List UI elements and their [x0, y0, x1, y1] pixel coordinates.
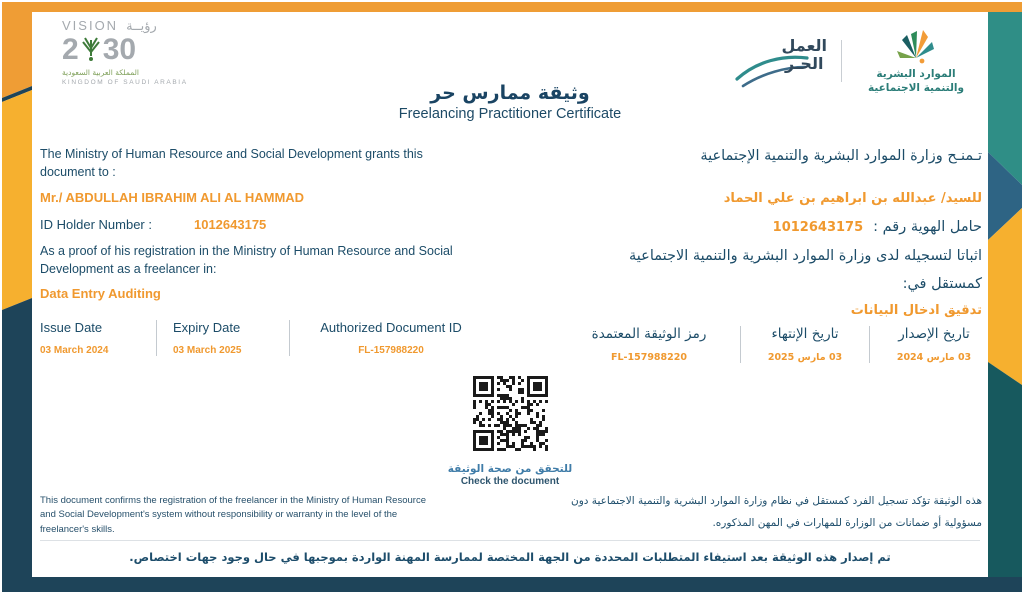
qr-block: [32, 376, 988, 487]
title-english: Freelancing Practitioner Certificate: [398, 106, 622, 122]
vision-year-left: 2: [62, 33, 79, 66]
issue-date-label-en: Issue Date: [40, 320, 103, 335]
footer-note-ar: هذه الوثيقة تؤكد تسجيل الفرد كمستقل في نظام وزارة الموارد البشرية والتنمية الاجتماعية دون مسؤولية أو ضمانات من الوزارة للمهارات في المهن المذكوره.: [571, 495, 982, 530]
expiry-date-value-en: 03 March 2025: [173, 345, 242, 356]
profession-en: Data Entry Auditing: [40, 286, 161, 301]
qr-caption-en: Check the document: [460, 476, 560, 487]
ministry-logo-line2: والتنمية الاجتماعية: [867, 81, 965, 94]
title-block: [32, 82, 988, 122]
vision-ksa-ar: المملكة العربية السعودية: [62, 68, 139, 77]
vision-2030-logo: [62, 18, 222, 86]
issue-date-label-ar: تاريخ الإصدار: [898, 326, 970, 342]
holder-name-en: Mr./ ABDULLAH IBRAHIM ALI AL HAMMAD: [40, 190, 305, 205]
ministry-logo-line1: الموارد البشرية: [876, 68, 956, 80]
expiry-date-cell-en: [156, 320, 289, 356]
dates-row-en: [40, 320, 492, 356]
id-label-ar: حامل الهوية رقم :: [873, 219, 982, 235]
freelance-logo-line2: الحـر: [785, 54, 824, 74]
id-value-ar: 1012643175: [772, 220, 864, 235]
holder-name-ar: للسيد/ عبدالله بن ابراهيم بن علي الحماد: [723, 191, 982, 206]
issue-date-value-ar: 03 مارس 2024: [896, 352, 972, 363]
expiry-date-label-en: Expiry Date: [173, 320, 241, 335]
expiry-date-cell-ar: [741, 326, 870, 363]
bottom-note-ar: تم إصدار هذه الوثيقة بعد استيفاء المتطلبات المحددة من الجهة المختصة لممارسة المهنة الواردة بموجبها في حال وجود جهات اختصاص.: [129, 550, 891, 564]
doc-id-value-en: FL-157988220: [358, 345, 424, 356]
ministry-star-icon: [891, 26, 941, 66]
issue-date-cell-ar: [870, 326, 982, 363]
id-label-en: ID Holder Number :: [40, 217, 152, 232]
title-arabic: وثيقة ممارس حر: [430, 82, 590, 104]
profession-ar: تدقيق ادخال البيانات: [850, 303, 982, 318]
id-row-en: [40, 216, 266, 235]
vision-text-en: VISION: [62, 18, 119, 33]
as-freelancer-ar: كمستقل في:: [902, 276, 982, 292]
id-value-en: 1012643175: [193, 217, 267, 232]
doc-id-label-ar: رمز الوثيقة المعتمدة: [591, 326, 707, 342]
palm-emblem-icon: [79, 36, 103, 64]
doc-id-value-ar: FL-157988220: [611, 352, 687, 363]
footer-divider: [40, 540, 980, 541]
vision-ksa-en: KINGDOM OF SAUDI ARABIA: [62, 79, 188, 86]
grant-text-en: The Ministry of Human Resource and Social Development grants this document to :: [40, 147, 423, 179]
qr-code: [473, 376, 548, 451]
expiry-date-value-ar: 03 مارس 2025: [767, 352, 843, 363]
dates-row-ar: [558, 326, 982, 363]
vision-year-right: 30: [102, 33, 137, 66]
qr-caption-ar: للتحقق من صحة الوثيقة: [447, 463, 573, 475]
doc-id-cell-en: [289, 320, 492, 356]
issue-date-value-en: 03 March 2024: [40, 345, 109, 356]
proof-text-en: As a proof of his registration in the Ministry of Human Resource and Social Development as a freelancer in:: [40, 244, 453, 276]
logo-divider: [841, 40, 842, 82]
vision-text-ar: رؤيــة: [126, 19, 157, 34]
footer-note-en: This document confirms the registration of the freelancer in the Ministry of Human Resource and Social Development's system without responsibility or warranty in the level of the freelancer's skills.: [40, 495, 426, 535]
freelance-logo-line1: العمل: [781, 35, 827, 55]
issue-date-cell-en: [40, 320, 156, 356]
doc-id-cell-ar: [558, 326, 741, 363]
doc-id-label-en: Authorized Document ID: [320, 320, 462, 335]
proof-text-ar: اثباتا لتسجيله لدى وزارة الموارد البشرية والتنمية الاجتماعية: [629, 248, 982, 264]
grant-text-ar: تـمنـح وزارة الموارد البشرية والتنمية الإجتماعية: [700, 148, 982, 164]
certificate-card: [32, 12, 988, 577]
expiry-date-label-ar: تاريخ الإنتهاء: [771, 326, 839, 342]
id-row-ar: [773, 219, 982, 235]
